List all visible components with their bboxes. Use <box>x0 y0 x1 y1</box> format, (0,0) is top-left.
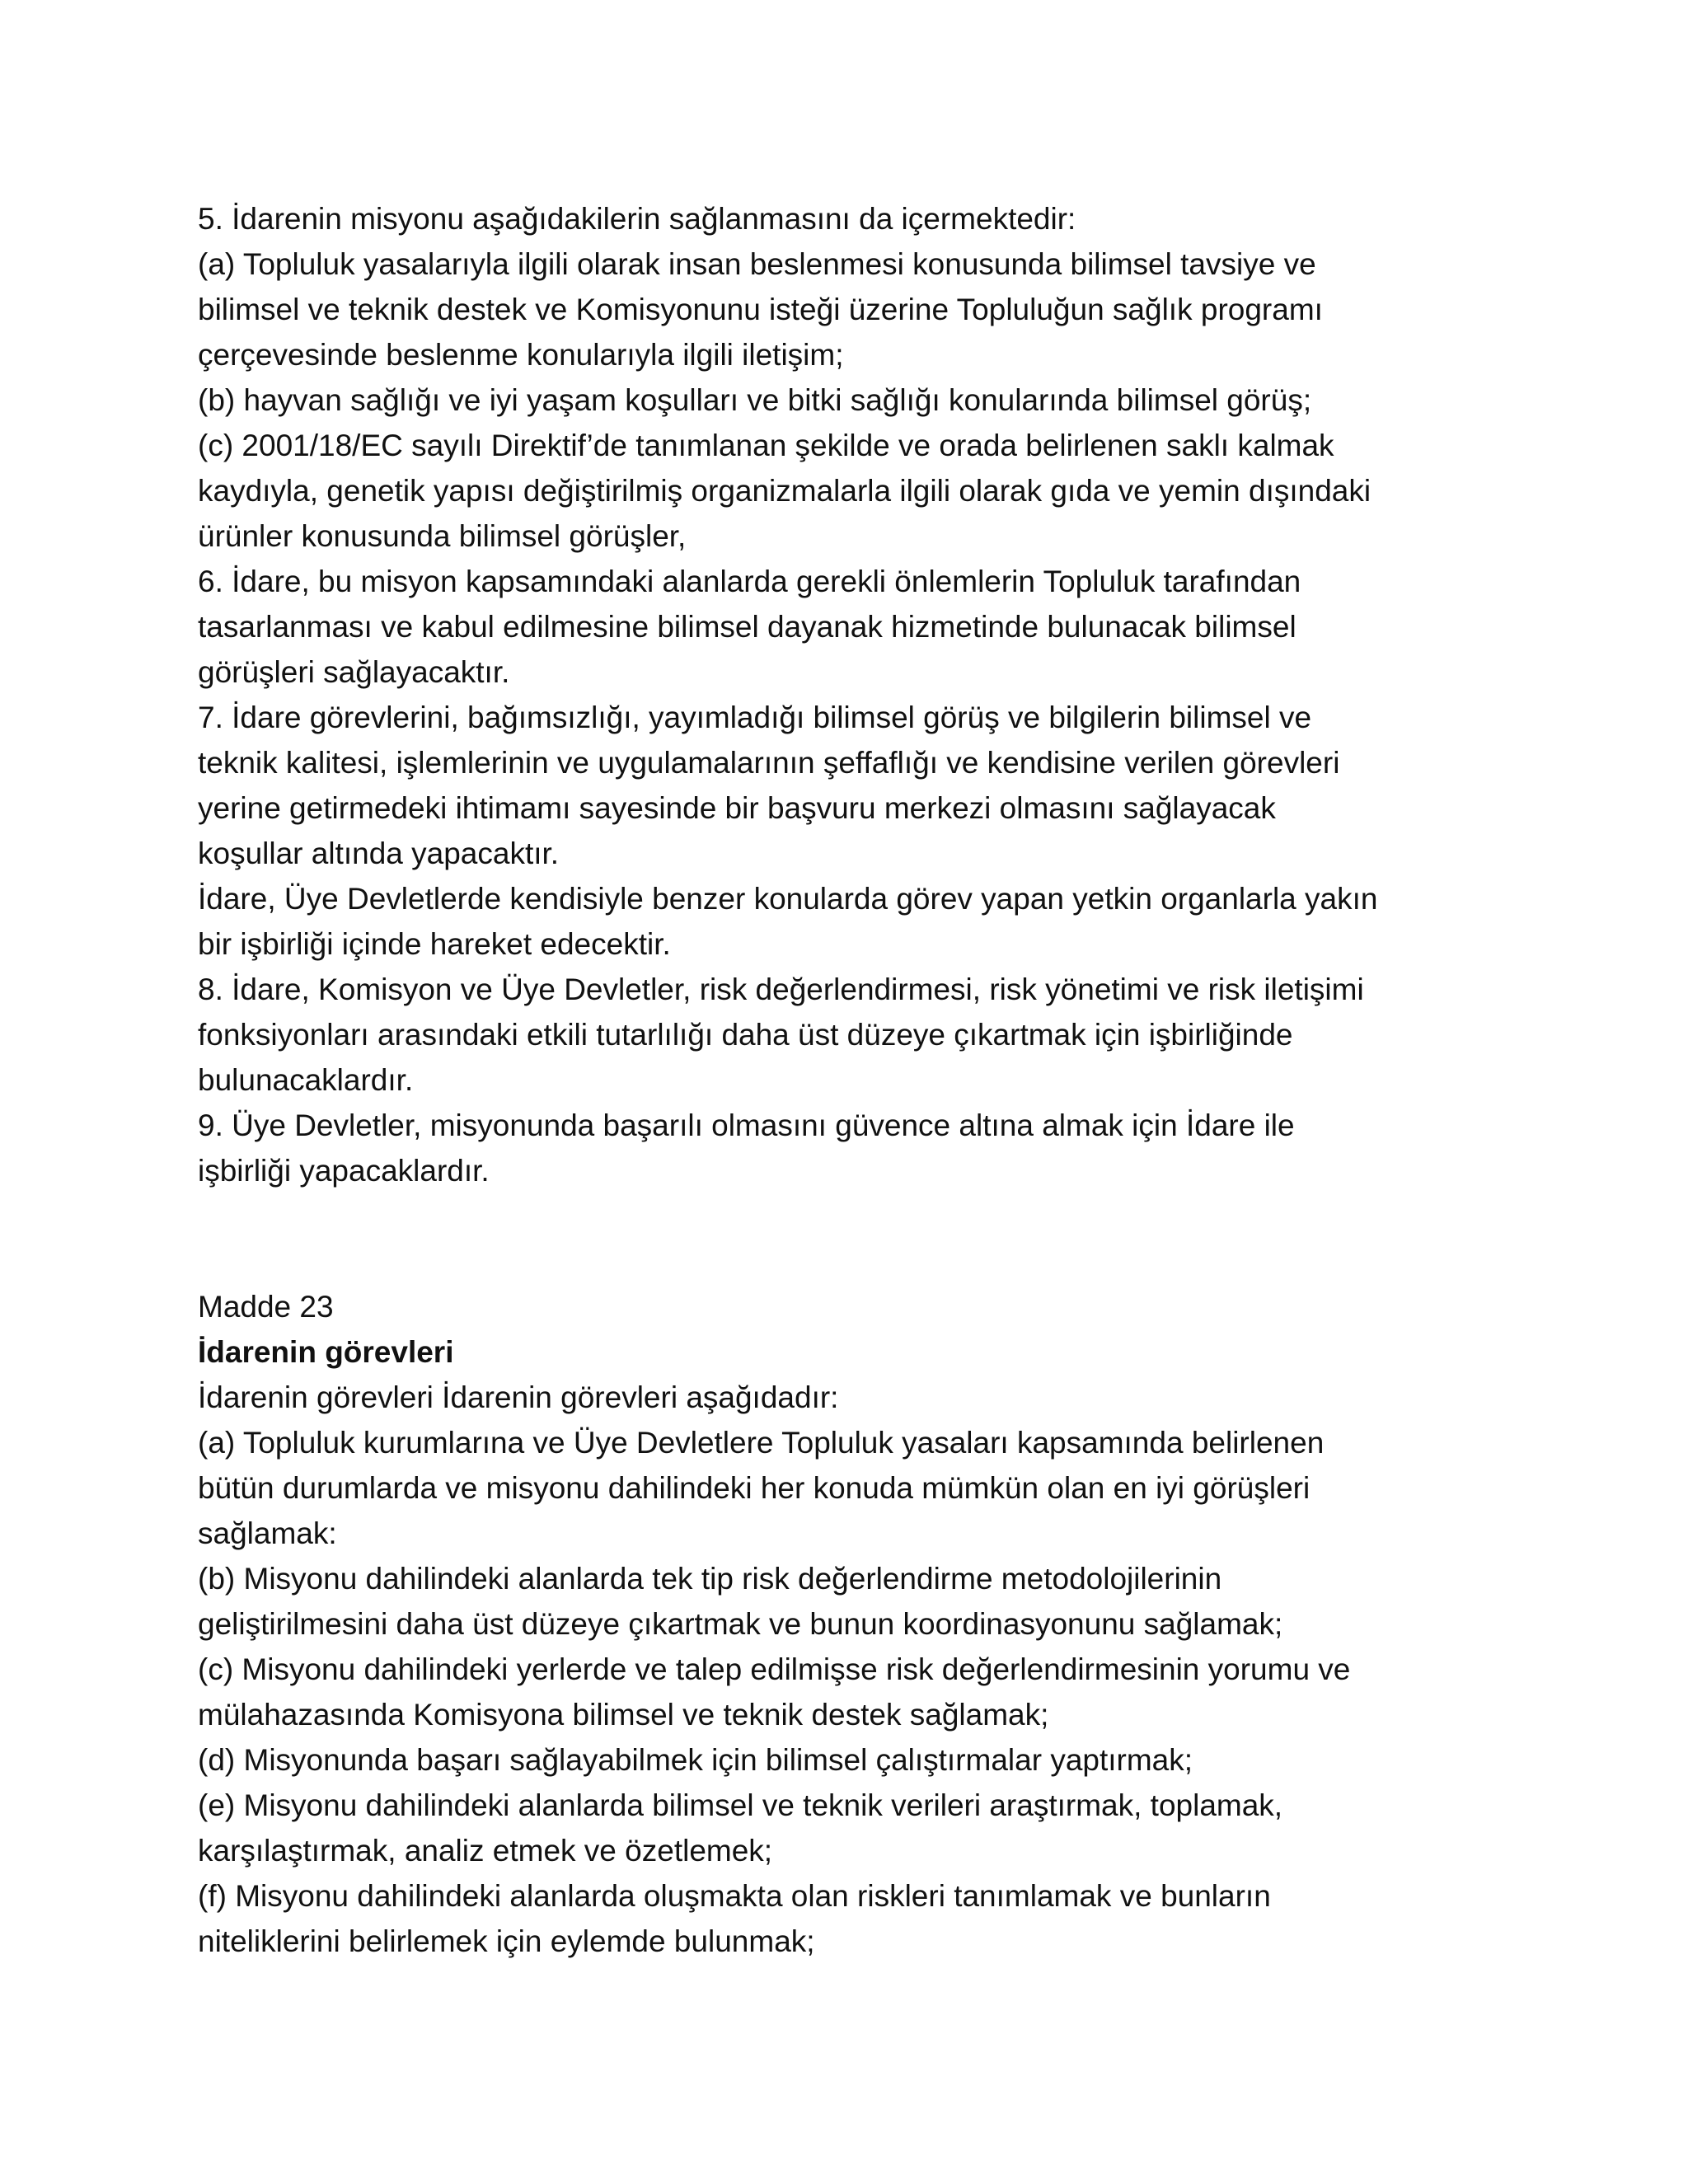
text-line: (c) Misyonu dahilindeki yerlerde ve talep edilmişse risk değerlendirmesinin yorumu ve <box>198 1652 1351 1686</box>
text-line: karşılaştırmak, analiz etmek ve özetlemek; <box>198 1834 773 1868</box>
text-line: görüşleri sağlayacaktır. <box>198 655 510 689</box>
article-section <box>198 1284 1500 1964</box>
text-line: bütün durumlarda ve misyonu dahilindeki her konuda mümkün olan en iyi görüşleri <box>198 1471 1311 1505</box>
text-line: bilimsel ve teknik destek ve Komisyonunu isteği üzerine Topluluğun sağlık programı <box>198 293 1323 326</box>
text-line: (c) 2001/18/EC sayılı Direktif’de tanımlanan şekilde ve orada belirlenen saklı kalmak <box>198 429 1334 462</box>
text-line: tasarlanması ve kabul edilmesine bilimsel dayanak hizmetinde bulunacak bilimsel <box>198 610 1296 644</box>
section-spacer <box>198 1193 1500 1284</box>
text-line: 7. İdare görevlerini, bağımsızlığı, yayımladığı bilimsel görüş ve bilgilerin bilimsel ve <box>198 701 1312 734</box>
text-line: işbirliği yapacaklardır. <box>198 1154 490 1188</box>
text-line: (d) Misyonunda başarı sağlayabilmek için bilimsel çalıştırmalar yaptırmak; <box>198 1743 1193 1777</box>
text-line: İdare, Üye Devletlerde kendisiyle benzer konularda görev yapan yetkin organlarla yakın <box>198 882 1378 916</box>
text-line: geliştirilmesini daha üst düzeye çıkartmak ve bunun koordinasyonunu sağlamak; <box>198 1607 1283 1641</box>
article-heading: İdarenin görevleri <box>198 1335 454 1369</box>
text-line: bulunacaklardır. <box>198 1063 414 1097</box>
text-line: 9. Üye Devletler, misyonunda başarılı olmasını güvence altına almak için İdare ile <box>198 1108 1295 1142</box>
text-line: kaydıyla, genetik yapısı değiştirilmiş organizmalarla ilgili olarak gıda ve yemin dışındaki <box>198 474 1372 508</box>
text-line: yerine getirmedeki ihtimamı sayesinde bir başvuru merkezi olmasını sağlayacak <box>198 791 1276 825</box>
text-line: İdarenin görevleri İdarenin görevleri aşağıdadır: <box>198 1380 839 1414</box>
text-line: (a) Topluluk yasalarıyla ilgili olarak insan beslenmesi konusunda bilimsel tavsiye ve <box>198 247 1316 281</box>
text-line: bir işbirliği içinde hareket edecektir. <box>198 927 671 961</box>
text-line: (f) Misyonu dahilindeki alanlarda oluşmakta olan riskleri tanımlamak ve bunların <box>198 1879 1271 1913</box>
text-line: (e) Misyonu dahilindeki alanlarda bilimsel ve teknik verileri araştırmak, toplamak, <box>198 1788 1283 1822</box>
text-line: 8. İdare, Komisyon ve Üye Devletler, risk değerlendirmesi, risk yönetimi ve risk iletişimi <box>198 972 1364 1006</box>
text-line: niteliklerini belirlemek için eylemde bulunmak; <box>198 1924 815 1958</box>
text-line: sağlamak: <box>198 1516 337 1550</box>
document-page <box>198 196 1500 1964</box>
text-line: koşullar altında yapacaktır. <box>198 837 560 870</box>
text-line: (b) hayvan sağlığı ve iyi yaşam koşulları ve bitki sağlığı konularında bilimsel görüş; <box>198 383 1312 417</box>
text-line: 6. İdare, bu misyon kapsamındaki alanlarda gerekli önlemlerin Topluluk tarafından <box>198 565 1301 598</box>
section-top-text <box>198 196 1500 1193</box>
text-line: teknik kalitesi, işlemlerinin ve uygulamalarının şeffaflığı ve kendisine verilen görevleri <box>198 746 1340 780</box>
text-line: mülahazasında Komisyona bilimsel ve teknik destek sağlamak; <box>198 1698 1049 1732</box>
text-line: (b) Misyonu dahilindeki alanlarda tek tip risk değerlendirme metodolojilerinin <box>198 1562 1222 1596</box>
text-line: 5. İdarenin misyonu aşağıdakilerin sağlanmasını da içermektedir: <box>198 202 1076 236</box>
article-number: Madde 23 <box>198 1290 334 1324</box>
text-line: çerçevesinde beslenme konularıyla ilgili iletişim; <box>198 338 844 372</box>
text-line: fonksiyonları arasındaki etkili tutarlılığı daha üst düzeye çıkartmak için işbirliğinde <box>198 1018 1293 1052</box>
text-line: (a) Topluluk kurumlarına ve Üye Devletlere Topluluk yasaları kapsamında belirlenen <box>198 1426 1325 1460</box>
text-line: ürünler konusunda bilimsel görüşler, <box>198 519 687 553</box>
